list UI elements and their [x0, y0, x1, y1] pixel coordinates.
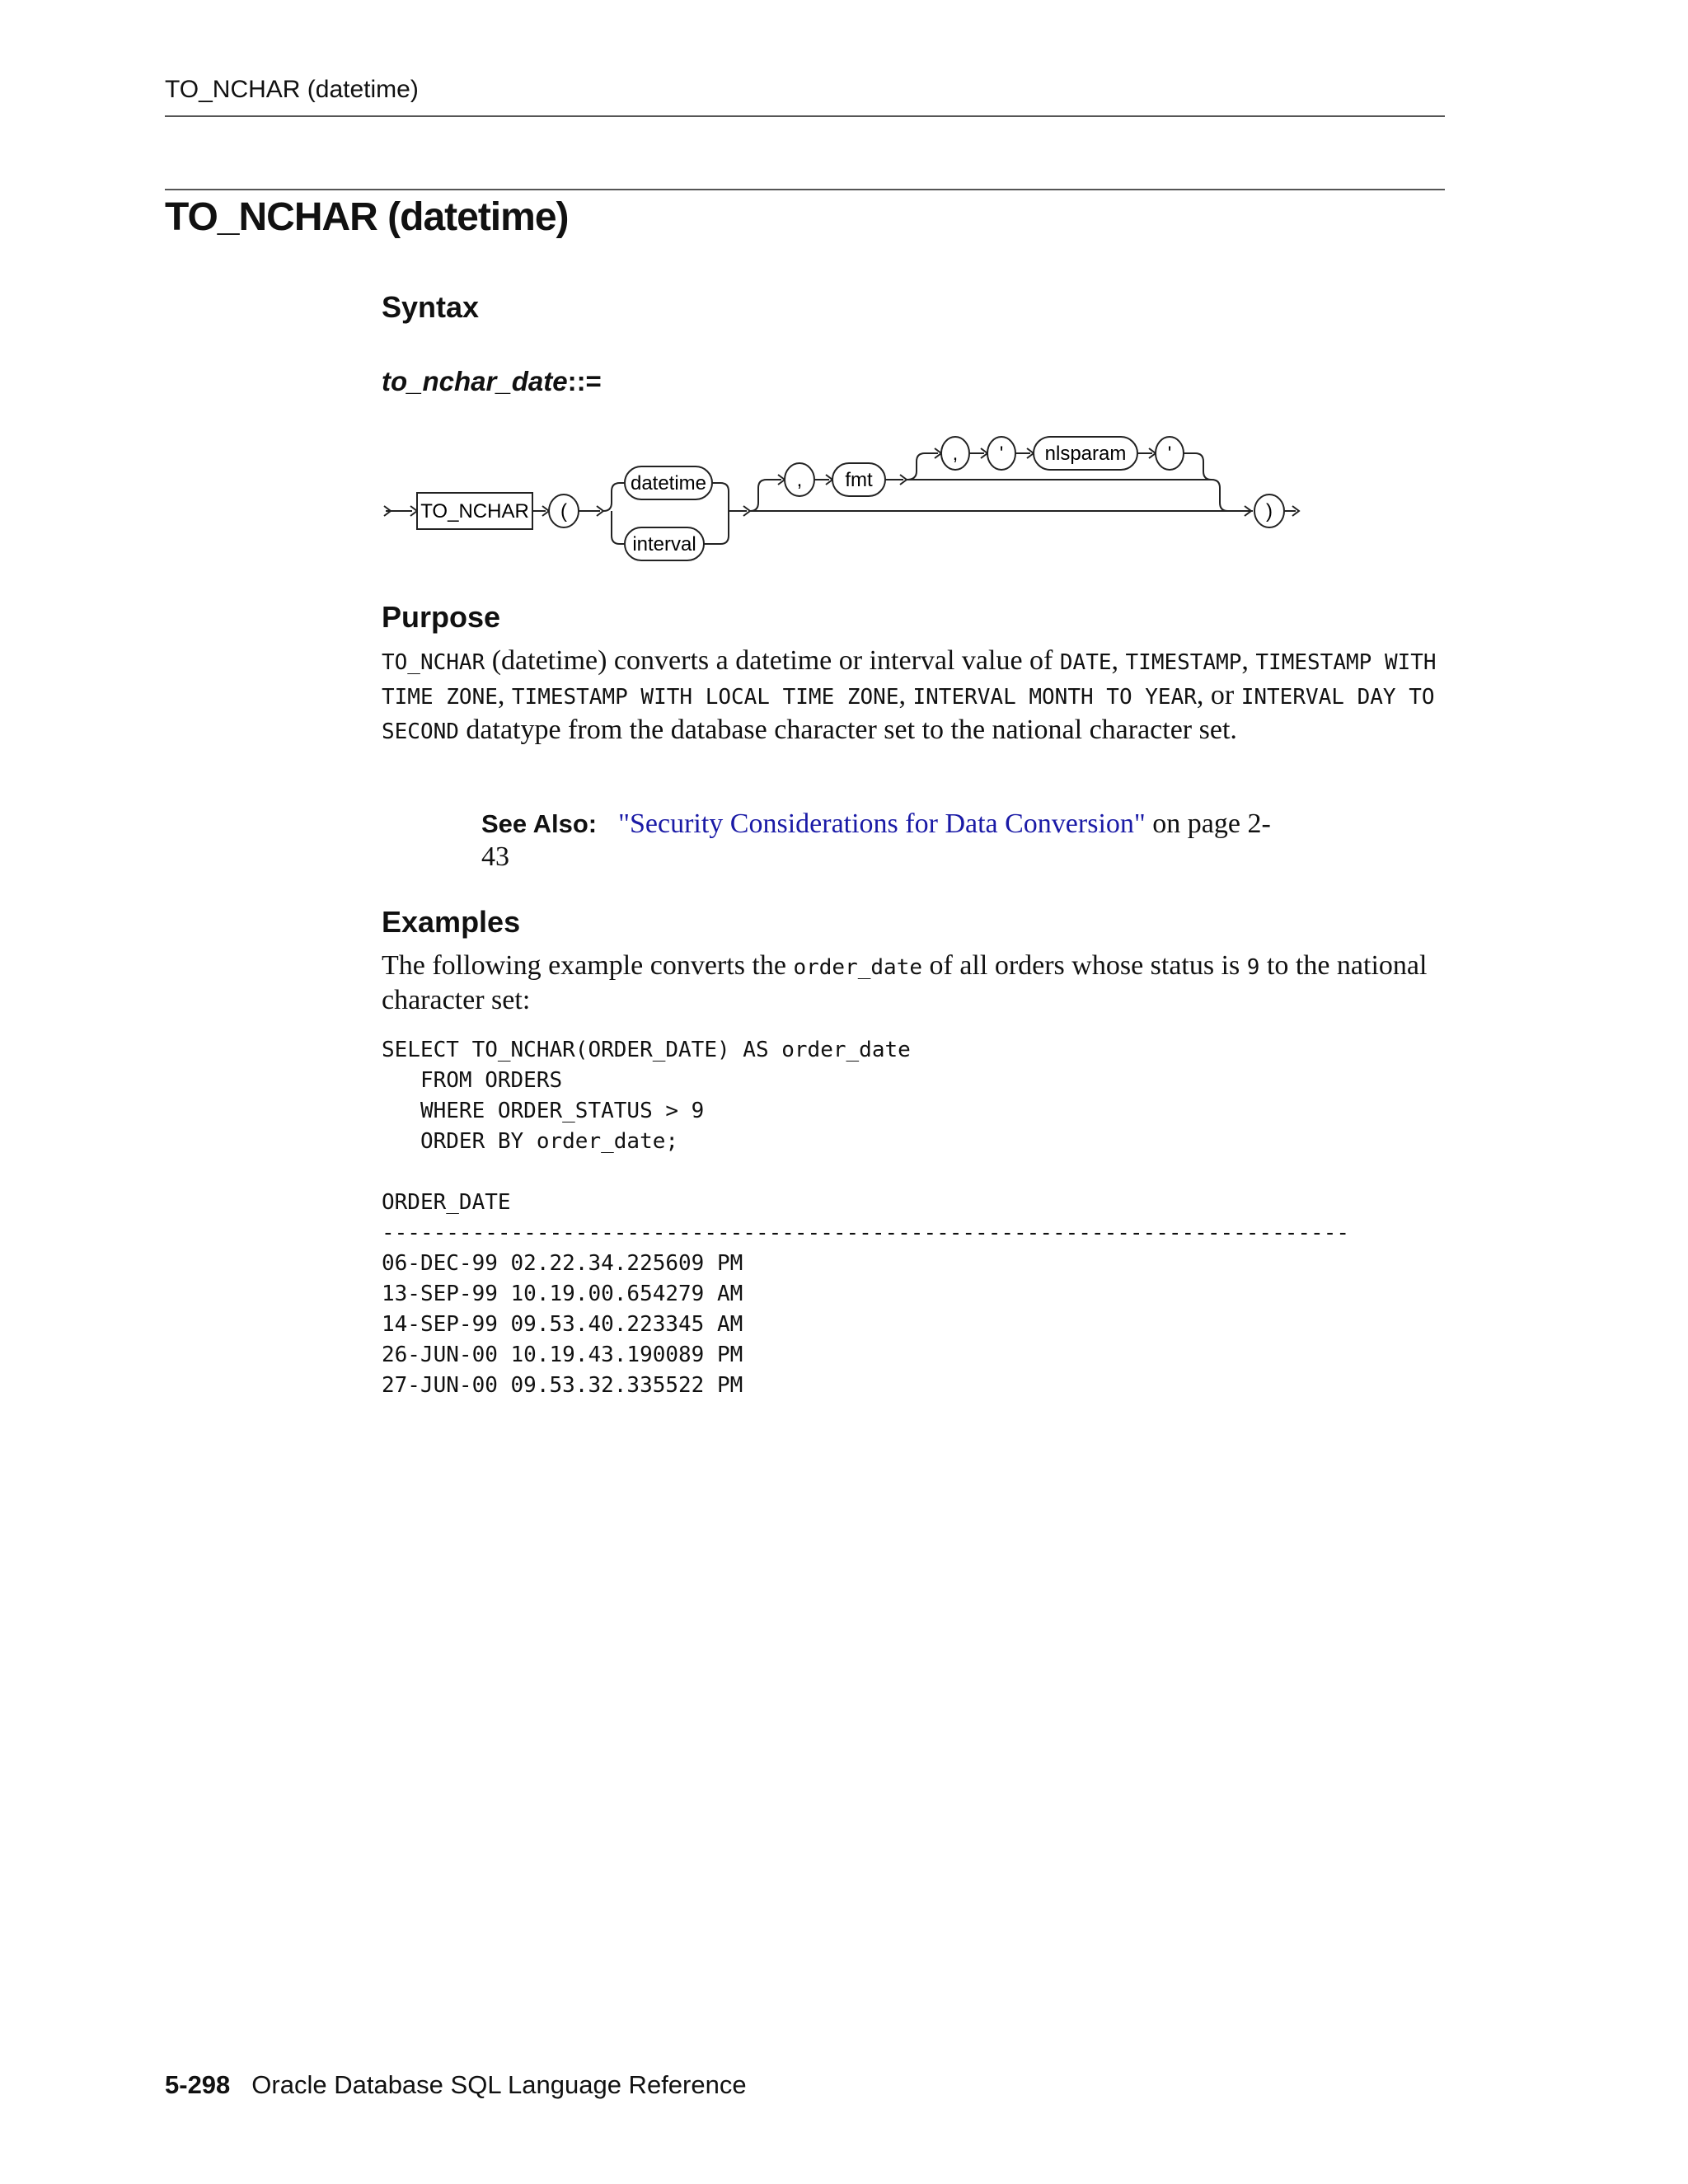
see-also-note	[481, 808, 1289, 874]
text-run: of all orders whose status is	[922, 950, 1247, 981]
examples-paragraph	[382, 949, 1445, 1017]
rr-quote-text: '	[1167, 443, 1172, 465]
text-run: , or	[1196, 680, 1241, 710]
inline-code: DATE	[1059, 650, 1112, 675]
header-divider	[165, 115, 1445, 117]
syntax-railroad-diagram	[379, 420, 1335, 569]
rr-nlsparam-bypass	[907, 453, 938, 480]
page-footer	[165, 2070, 747, 2100]
see-also-suffix: on page 2-43	[481, 808, 1271, 872]
text-run: ,	[898, 680, 913, 710]
rr-open-paren-text: (	[560, 500, 567, 523]
rr-keyword-text: TO_NCHAR	[420, 500, 529, 523]
code-line: SELECT TO_NCHAR(ORDER_DATE) AS order_date	[382, 1038, 911, 1062]
text-run: (datetime) converts a datetime or interval value of	[485, 645, 1060, 676]
text-run: datatype from the database character set to the national character set.	[458, 715, 1237, 745]
see-also-label: See Also:	[481, 809, 598, 838]
text-run: ,	[497, 680, 512, 710]
see-also-link[interactable]: "Security Considerations for Data Conversion"	[618, 808, 1146, 839]
rule-assign-operator: ::=	[567, 366, 602, 396]
rr-choice-branch	[603, 483, 625, 511]
purpose-heading: Purpose	[382, 600, 501, 634]
page-title: TO_NCHAR (datetime)	[165, 195, 569, 239]
rr-comma-text: ,	[952, 443, 959, 465]
code-line: 14-SEP-99 09.53.40.223345 AM	[382, 1312, 743, 1337]
title-divider	[165, 189, 1445, 190]
inline-code: order_date	[793, 955, 923, 980]
inline-code: TO_NCHAR	[382, 650, 485, 675]
rr-datetime-text: datetime	[630, 472, 707, 494]
inline-code: TIMESTAMP WITH TIME ZONE	[382, 650, 1437, 710]
rr-fmt-branch	[750, 480, 781, 511]
rr-quote-text: '	[999, 443, 1004, 465]
inline-code: TIMESTAMP WITH LOCAL TIME ZONE	[511, 685, 899, 710]
syntax-heading: Syntax	[382, 290, 480, 324]
running-header: TO_NCHAR (datetime)	[165, 76, 419, 103]
rr-interval-text: interval	[632, 533, 696, 555]
inline-code: INTERVAL MONTH TO YEAR	[912, 685, 1197, 710]
code-line: 27-JUN-00 09.53.32.335522 PM	[382, 1373, 743, 1398]
inline-code: 9	[1246, 955, 1260, 980]
code-example	[382, 1035, 1349, 1401]
code-line: 26-JUN-00 10.19.43.190089 PM	[382, 1343, 743, 1367]
footer-page-number: 5-298	[165, 2070, 231, 2099]
code-line: ---------------------------------------------------------------------------	[382, 1221, 1349, 1245]
code-line: ORDER_DATE	[382, 1190, 511, 1215]
inline-code: TIMESTAMP	[1125, 650, 1242, 675]
code-line: 13-SEP-99 10.19.00.654279 AM	[382, 1282, 743, 1306]
rule-name-text: to_nchar_date	[382, 366, 568, 396]
code-line: 06-DEC-99 02.22.34.225609 PM	[382, 1251, 743, 1276]
footer-book-title: Oracle Database SQL Language Reference	[251, 2070, 747, 2099]
code-line: FROM ORDERS	[420, 1068, 563, 1093]
rr-nlsparam-text: nlsparam	[1044, 443, 1127, 465]
code-line: WHERE ORDER_STATUS > 9	[420, 1099, 705, 1123]
examples-heading: Examples	[382, 905, 521, 939]
rr-close-paren-text: )	[1266, 500, 1273, 523]
text-run: to the national character set:	[382, 950, 1428, 1015]
text-run: ,	[1241, 645, 1256, 676]
rr-comma-text: ,	[796, 469, 803, 491]
purpose-paragraph	[382, 644, 1445, 748]
code-line: ORDER BY order_date;	[420, 1129, 679, 1154]
rr-fmt-text: fmt	[845, 469, 873, 491]
text-run: The following example converts the	[382, 950, 794, 981]
text-run: ,	[1111, 645, 1126, 676]
inline-code: INTERVAL DAY TO SECOND	[382, 685, 1435, 744]
syntax-rule-name	[382, 366, 602, 397]
